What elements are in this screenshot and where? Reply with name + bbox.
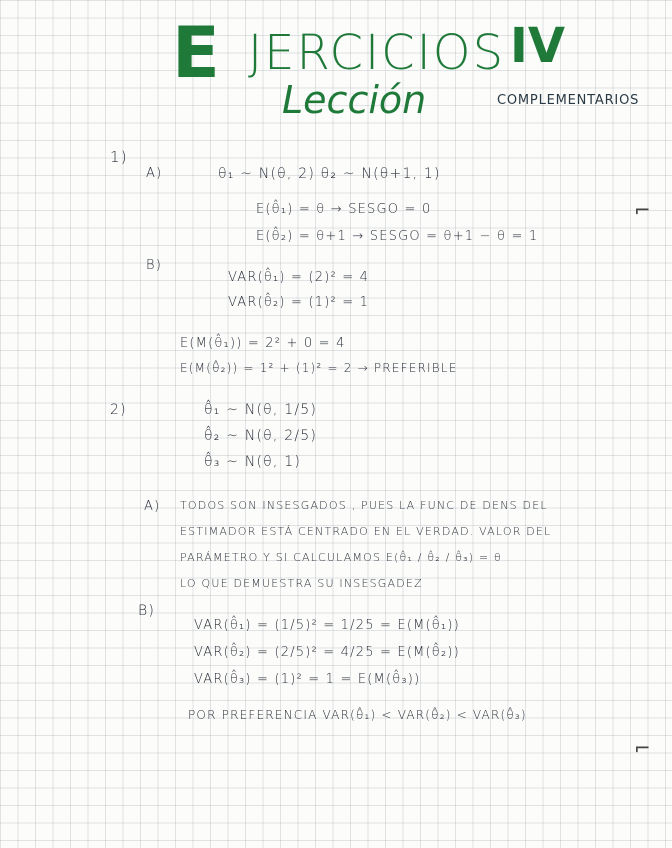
ex2-variance-3: VAR(θ̂₃) = (1)² = 1 = E(M(θ̂₃)) (194, 672, 421, 687)
binder-mark: ⌐ (634, 198, 651, 222)
title-subtitle: Lección (282, 78, 427, 122)
ex1-variance-2: VAR(θ̂₂) = (1)² = 1 (228, 295, 370, 310)
title-number: IV (510, 18, 566, 74)
ex2-preference: POR PREFERENCIA VAR(θ̂₁) < VAR(θ̂₂) < VAR(θ̂₃) (188, 708, 527, 722)
ex2-dist-1: θ̂₁ ~ N(θ, 1/5) (204, 402, 318, 418)
ex1-expectation-2: E(θ̂₂) = θ+1 → SESGO = θ+1 − θ = 1 (256, 229, 539, 244)
ex1-number: 1) (110, 148, 128, 166)
ex1-part-b: B) (146, 258, 162, 273)
ex2-part-b: B) (138, 603, 156, 619)
ex1-variance-1: VAR(θ̂₁) = (2)² = 4 (228, 270, 370, 285)
ex1-ecm-1: E(M(θ̂₁)) = 2² + 0 = 4 (180, 336, 346, 351)
ex2-variance-1: VAR(θ̂₁) = (1/5)² = 1/25 = E(M(θ̂₁)) (194, 618, 460, 633)
ex2-dist-3: θ̂₃ ~ N(θ, 1) (204, 454, 301, 470)
ex2-answer-line-3: PARÁMETRO Y SI CALCULAMOS E(θ̂₁ / θ̂₂ / θ̂₃) = θ (180, 551, 502, 564)
ex1-ecm-2: E(M(θ̂₂)) = 1² + (1)² = 2 → PREFERIBLE (180, 361, 458, 375)
ex2-dist-2: θ̂₂ ~ N(θ, 2/5) (204, 428, 318, 444)
binder-mark: ⌐ (634, 736, 651, 760)
ex2-variance-2: VAR(θ̂₂) = (2/5)² = 4/25 = E(M(θ̂₂)) (194, 645, 460, 660)
title-text: JERCICIOS (248, 25, 506, 81)
title-initial: E (172, 12, 220, 94)
ex2-part-a: A) (144, 499, 161, 514)
ex2-answer-line-1: TODOS SON INSESGADOS , PUES LA FUNC DE DENS DEL (180, 499, 548, 512)
ex1-part-a: A) (146, 166, 163, 181)
ex2-answer-line-4: LO QUE DEMUESTRA SU INSESGADEZ (180, 577, 423, 590)
title-tag: COMPLEMENTARIOS (497, 93, 640, 108)
ex2-number: 2) (110, 402, 127, 418)
ex2-answer-line-2: ESTIMADOR ESTÁ CENTRADO EN EL VERDAD. VALOR DEL (180, 525, 552, 538)
ex1-distributions: θ₁ ~ N(θ, 2) θ₂ ~ N(θ+1, 1) (218, 166, 441, 182)
ex1-expectation-1: E(θ̂₁) = θ → SESGO = 0 (256, 202, 432, 217)
